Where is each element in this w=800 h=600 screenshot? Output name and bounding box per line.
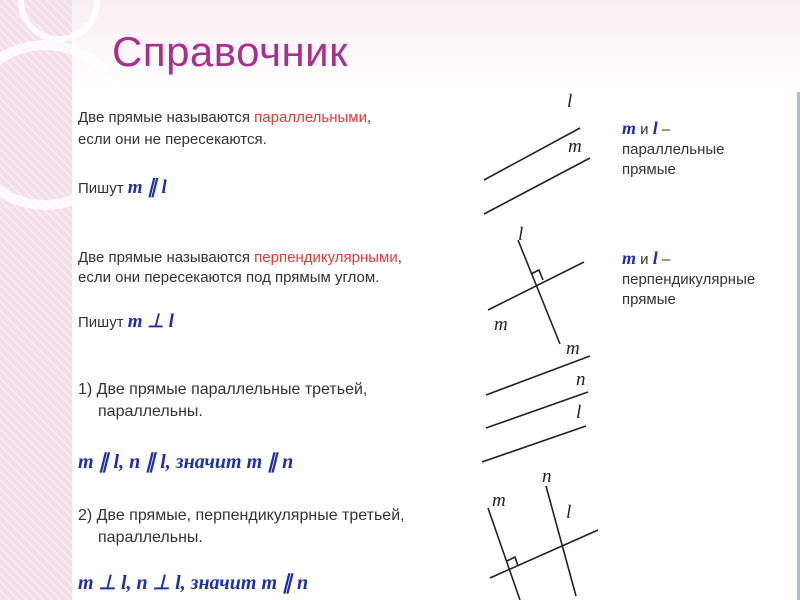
parallel3-line-l <box>482 426 586 462</box>
label-m-4: m <box>492 490 506 511</box>
parallel3-line-m <box>486 356 590 395</box>
theorem2-line2: параллельны. <box>98 529 203 546</box>
theorem1-line2: параллельны. <box>98 403 203 420</box>
parallel-definition-line2: если они не пересекаются. <box>78 131 267 148</box>
label-l-4: l <box>566 502 572 523</box>
parallel-line-l <box>484 128 580 180</box>
parallel-term: параллельными <box>254 109 367 126</box>
parallel-side-note: m и l – параллельные прямые <box>622 118 725 178</box>
label-l-2: l <box>518 224 524 245</box>
theorem2-line1: 2) Две прямые, перпендикулярные третьей, <box>78 507 405 524</box>
label-m-1: m <box>568 136 582 157</box>
perp2-line-m <box>488 508 520 600</box>
transversal-line-l <box>490 530 598 578</box>
theorem1-line1: 1) Две прямые параллельные третьей, <box>78 381 368 398</box>
parallel-definition-line1: Две прямые называются параллельными, <box>78 109 372 126</box>
label-m-2: m <box>494 314 508 335</box>
perpendicular-definition-line1: Две прямые называются перпендикулярными, <box>78 249 402 266</box>
parallel3-line-n <box>486 392 588 428</box>
perpendicular-definition-line2: если они пересекаются под прямым углом. <box>78 269 380 286</box>
right-angle-mark-2 <box>507 557 518 566</box>
parallel-line-m <box>484 158 590 214</box>
perpendicular-side-note: m и l – перпендикулярные прямые <box>622 248 756 308</box>
theorem1-formula: m ∥ l, n ∥ l, значит m ∥ n <box>78 451 294 473</box>
label-l-1: l <box>567 91 573 112</box>
perpendicular-notation: Пишут m ⊥ l <box>78 311 174 332</box>
parallel-notation: Пишут m ∥ l <box>78 177 167 198</box>
label-l-3: l <box>576 402 582 423</box>
theorem2-formula: m ⊥ l, n ⊥ l, значит m ∥ n <box>78 572 309 594</box>
label-n-4: n <box>542 466 552 487</box>
label-m-3: m <box>566 338 580 359</box>
label-n-3: n <box>576 369 586 390</box>
perpendicular-term: перпендикулярными <box>254 249 398 266</box>
page-title: Справочник <box>112 28 348 75</box>
